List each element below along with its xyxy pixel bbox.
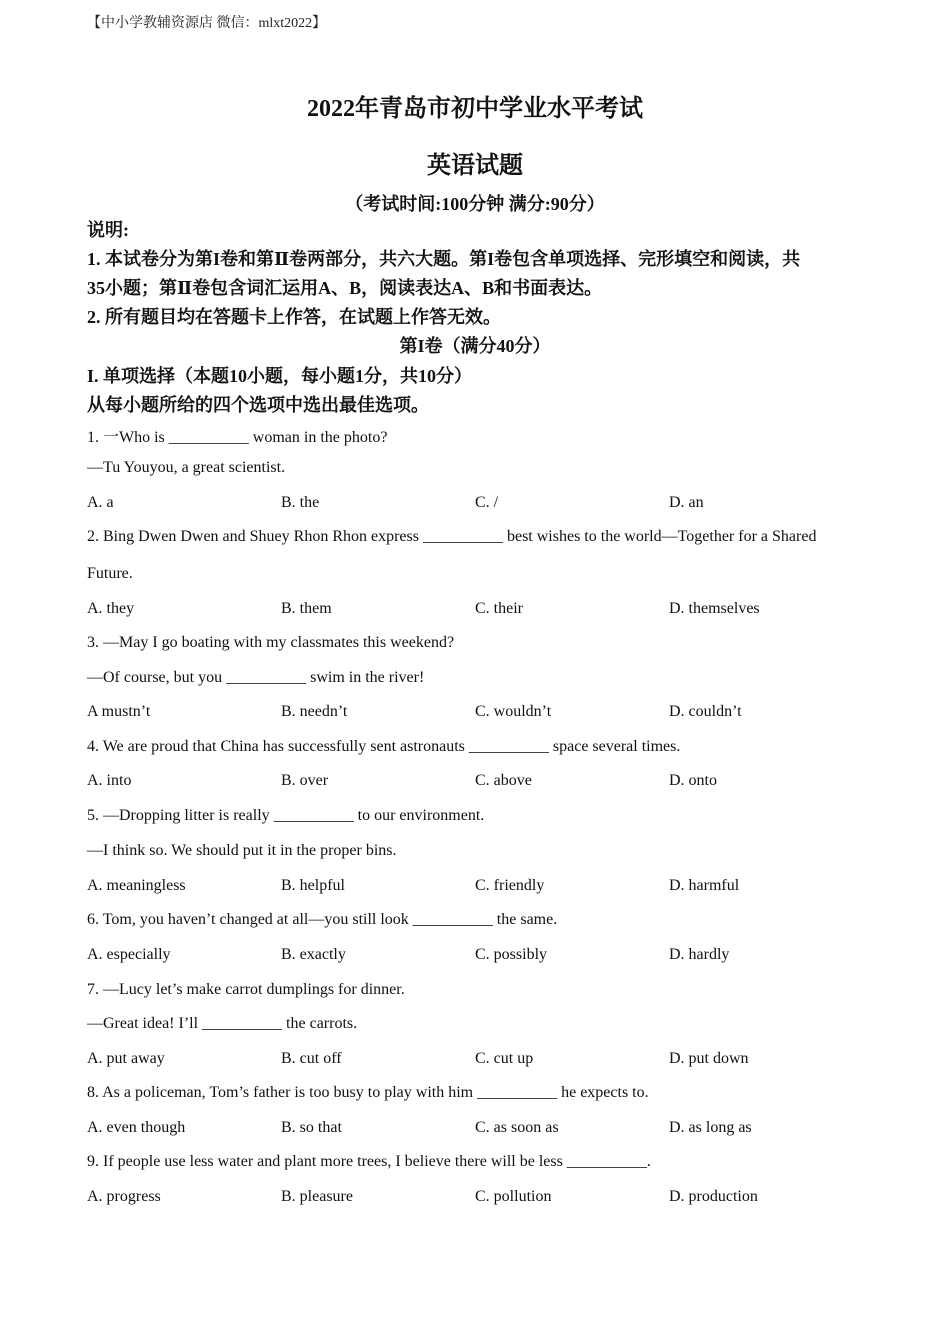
question-1-option-d: D. an [669,494,704,511]
question-2-option-a: A. they [87,600,135,617]
question-8-option-d: D. as long as [669,1119,752,1136]
question-5-reply: —I think so. We should put it in the proper bins. [87,842,397,859]
question-2-stem: 2. Bing Dwen Dwen and Shuey Rhon Rhon express __________ best wishes to the world—Together for a Shared [87,528,817,545]
question-3-stem: 3. —May I go boating with my classmates this weekend? [87,634,455,651]
question-5-option-a: A. meaningless [87,877,186,894]
question-8-stem: 8. As a policeman, Tom’s father is too busy to play with him __________ he expects to. [87,1084,649,1101]
question-7-option-d: D. put down [669,1050,749,1067]
part1-heading: 第I卷（满分40分） [399,336,551,356]
question-2-stem-cont: Future. [87,565,133,582]
question-5-option-d: D. harmful [669,877,740,894]
question-9-stem: 9. If people use less water and plant more trees, I believe there will be less __________. [87,1153,651,1170]
question-2-option-d: D. themselves [669,600,760,617]
exam-title: 2022年青岛市初中学业水平考试 [307,96,643,122]
section1-direction: 从每小题所给的四个选项中选出最佳选项。 [87,395,429,415]
question-5-stem: 5. —Dropping litter is really __________ to our environment. [87,807,485,824]
question-8-option-b: B. so that [281,1119,342,1136]
header-note: 【中小学教辅资源店 微信：mlxt2022】 [87,16,327,31]
instruction-item-2: 2. 所有题目均在答题卡上作答，在试题上作答无效。 [87,307,501,327]
question-6-option-d: D. hardly [669,946,730,963]
question-7-option-a: A. put away [87,1050,165,1067]
question-1-option-c: C. / [475,494,499,511]
question-9-option-b: B. pleasure [281,1188,353,1205]
question-8-option-c: C. as soon as [475,1119,559,1136]
question-7-stem: 7. —Lucy let’s make carrot dumplings for dinner. [87,981,405,998]
exam-subtitle: 英语试题 [427,153,523,179]
question-9-option-a: A. progress [87,1188,161,1205]
exam-info: （考试时间:100分钟 满分:90分） [345,194,605,214]
question-9-option-c: C. pollution [475,1188,552,1205]
question-3-option-c: C. wouldn’t [475,703,552,720]
question-4-option-b: B. over [281,772,329,789]
question-1-stem: 1. 一Who is __________ woman in the photo? [87,429,388,446]
question-3-reply: —Of course, but you __________ swim in the river! [87,669,425,686]
question-4-option-a: A. into [87,772,132,789]
instruction-item-1: 1. 本试卷分为第I卷和第Ⅱ卷两部分，共六大题。第I卷包含单项选择、完形填空和阅读，共 [87,249,801,269]
question-3-option-a: A mustn’t [87,703,151,720]
instructions-heading: 说明: [87,220,129,240]
question-2-option-c: C. their [475,600,523,617]
question-4-stem: 4. We are proud that China has successfully sent astronauts __________ space several times. [87,738,681,755]
instruction-item-1-cont: 35小题；第Ⅱ卷包含词汇运用A、B，阅读表达A、B和书面表达。 [87,278,603,298]
section1-heading: I. 单项选择（本题10小题，每小题1分，共10分） [87,366,473,386]
question-1-option-b: B. the [281,494,320,511]
question-3-option-d: D. couldn’t [669,703,742,720]
question-7-option-c: C. cut up [475,1050,534,1067]
question-4-option-d: D. onto [669,772,717,789]
question-5-option-c: C. friendly [475,877,545,894]
question-6-option-b: B. exactly [281,946,346,963]
question-7-reply: —Great idea! I’ll __________ the carrots. [87,1015,358,1032]
question-6-stem: 6. Tom, you haven’t changed at all—you still look __________ the same. [87,911,558,928]
question-2-option-b: B. them [281,600,332,617]
question-7-option-b: B. cut off [281,1050,342,1067]
question-6-option-c: C. possibly [475,946,548,963]
question-5-option-b: B. helpful [281,877,345,894]
question-6-option-a: A. especially [87,946,171,963]
question-8-option-a: A. even though [87,1119,186,1136]
question-1-reply: —Tu Youyou, a great scientist. [87,459,286,476]
question-1-option-a: A. a [87,494,114,511]
question-9-option-d: D. production [669,1188,758,1205]
question-3-option-b: B. needn’t [281,703,348,720]
question-4-option-c: C. above [475,772,532,789]
